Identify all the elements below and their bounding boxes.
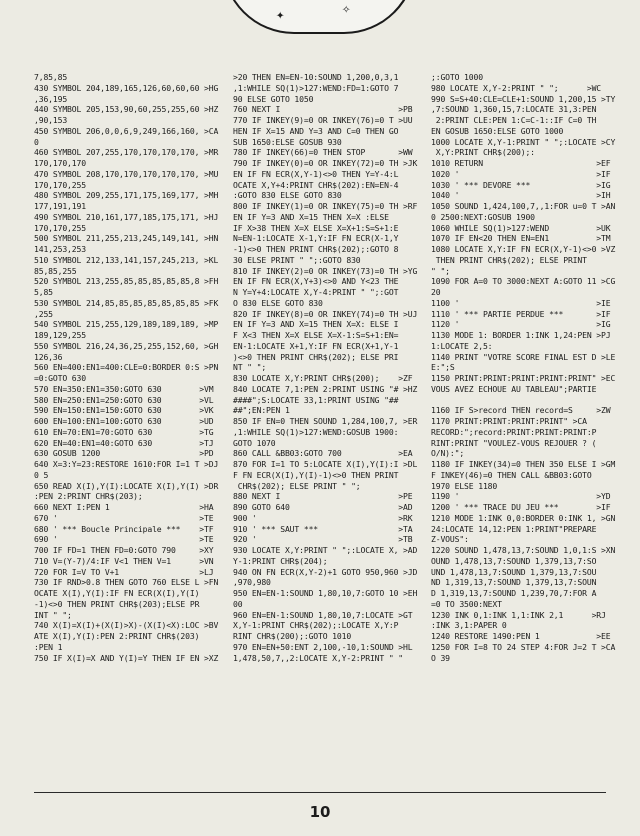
code-line: F INKEY(46)=0 THEN CALL &BB03:GOTO: [431, 469, 592, 480]
code-line: 1170 PRINT:PRINT:PRINT:PRINT" >CA: [431, 416, 587, 426]
code-line: 1050 SOUND 1,424,100,7,,1:FOR u=0 T >AN: [431, 201, 616, 211]
code-line: ,90,153: [34, 115, 68, 125]
code-line: GOTO 1070: [233, 437, 276, 448]
code-line: :INK 3,1:PAPER 0: [431, 620, 507, 631]
code-line: 189,129,255: [34, 330, 86, 340]
code-line: 20: [431, 287, 441, 297]
code-line: 1030 ' *** DEVORE *** >IG: [431, 179, 611, 190]
footer-divider: [34, 792, 606, 793]
code-line: OCATE X(I),Y(I):IF FN ECR(X(I),Y(I): [34, 588, 200, 598]
code-line: 1070 IF EN<20 THEN EN=EN1 >TM: [431, 233, 611, 244]
code-line: 640 X=3:Y=23:RESTORE 1610:FOR I=1 T >DJ: [34, 459, 219, 469]
code-line: ,7:SOUND 1,360,15,7:LOCATE 31,3:PEN: [431, 104, 597, 115]
code-line: 90 ELSE GOTO 1050: [233, 93, 314, 104]
header-illustration: [222, 0, 416, 34]
code-line: 490 SYMBOL 210,161,177,185,175,171, >HJ: [34, 211, 219, 222]
code-line: 00: [233, 598, 243, 609]
code-line: O/N):";: [431, 448, 465, 459]
code-line: EN IF FN ECR(X,Y-1)<>0 THEN Y=Y-4:L: [233, 168, 399, 179]
code-line: 610 EN=70:EN1=70:GOTO 630 >TG: [34, 426, 214, 437]
code-line: 7,85,85: [34, 72, 68, 82]
code-line: 1160 IF S>record THEN record=S >ZW: [431, 405, 611, 416]
listing-column-1: [34, 72, 218, 663]
code-line: 1140 PRINT "VOTRE SCORE FINAL EST D >LE: [431, 351, 616, 362]
code-line: X,Y:PRINT CHR$(200);:: [431, 147, 535, 158]
code-line: 910 ' *** SAUT *** >TA: [233, 523, 413, 534]
code-line: 30 ELSE PRINT " ";:GOTO 830: [233, 254, 361, 265]
code-line: 750 IF X(I)=X AND Y(I)=Y THEN IF EN >XZ: [34, 652, 219, 663]
code-line: 590 EN=150:EN1=150:GOTO 630 >VK: [34, 405, 214, 416]
code-line: 880 NEXT I >PE: [233, 491, 413, 502]
code-line: 930 LOCATE X,Y:PRINT " ";:LOCATE X, >AD: [233, 545, 418, 555]
code-line: 710 V=(Y-7)/4:IF V<1 THEN V=1 >VN: [34, 555, 214, 566]
code-line: EN IF Y=3 AND X=15 THEN X=X: ELSE I: [233, 319, 399, 330]
code-line: 850 IF EN=0 THEN SOUND 1,284,100,7, >ER: [233, 416, 418, 426]
code-line: 1150 PRINT:PRINT:PRINT:PRINT:PRINT" >EC: [431, 373, 616, 383]
code-line: IF X>38 THEN X=X ELSE X=X+1:S=S+1:E: [233, 222, 399, 233]
code-line: 540 SYMBOL 215,255,129,189,189,189, >MP: [34, 319, 219, 330]
code-line: =0 TO 3500:NEXT: [431, 598, 502, 609]
code-line: 870 FOR I=1 TO 5:LOCATE X(I),Y(I):I >DL: [233, 459, 418, 469]
code-line: 141,253,253: [34, 244, 86, 254]
code-line: 940 ON FN ECR(X,Y-2)+1 GOTO 950,960 >JD: [233, 566, 418, 577]
code-line: )<>0 THEN PRINT CHR$(202); ELSE PRI: [233, 351, 399, 362]
code-line: 1200 ' *** TRACE DU JEU *** >IF: [431, 502, 611, 512]
code-line: :PEN 2:PRINT CHR$(203);: [34, 491, 143, 502]
code-line: 177,191,191: [34, 201, 86, 211]
code-line: 730 IF RND>0.8 THEN GOTO 760 ELSE L >FN: [34, 577, 219, 588]
code-line: 630 GOSUB 1200 >PD: [34, 448, 214, 459]
code-line: 700 IF FD=1 THEN FD=0:GOTO 790 >XY: [34, 545, 214, 555]
code-line: 170,170,255: [34, 179, 86, 190]
code-line: 520 SYMBOL 213,255,85,85,85,85,85,8 >FH: [34, 276, 219, 287]
code-line: 1100 ' >IE: [431, 297, 611, 308]
code-line: 690 ' >TE: [34, 534, 214, 545]
code-line: 960 EN=EN-1:SOUND 1,80,10,7:LOCATE >GT: [233, 609, 413, 620]
code-line: 550 SYMBOL 216,24,36,25,255,152,60, >GH: [34, 340, 219, 351]
code-line: 1230 INK 0,1:INK 1,1:INK 2,1 >RJ: [431, 609, 606, 620]
code-line: ;:GOTO 1000: [431, 72, 483, 82]
code-line: 480 SYMBOL 209,255,171,175,169,177, >MH: [34, 190, 219, 201]
code-line: ,1:WHILE SQ(1)>127:WEND:FD=1:GOTO 7: [233, 82, 399, 93]
code-line: 510 SYMBOL 212,133,141,157,245,213, >KL: [34, 254, 219, 265]
code-line: RECORD:";record:PRINT:PRINT:PRINT:P: [431, 426, 597, 437]
code-line: RINT CHR$(200);:GOTO 1010: [233, 631, 352, 641]
code-line: 170,170,255: [34, 222, 86, 233]
code-line: 24:LOCATE 14,12:PEN 1:PRINT"PREPARE: [431, 523, 597, 534]
code-line: 530 SYMBOL 214,85,85,85,85,85,85,85 >FK: [34, 297, 219, 308]
code-line: 970 EN=EN+50:ENT 2,100,-10,1:SOUND >HL: [233, 641, 413, 652]
code-line: 450 SYMBOL 206,0,0,6,9,249,166,160, >CA: [34, 125, 219, 136]
page-number: 10: [309, 803, 331, 821]
code-line: 810 IF INKEY(2)=0 OR INKEY(73)=0 TH >YG: [233, 265, 418, 276]
code-line: 0 5: [34, 469, 49, 480]
code-line: 770 IF INKEY(9)=0 OR INKEY(76)=0 T >UU: [233, 115, 413, 125]
listing-column-2: [233, 72, 417, 663]
code-line: 470 SYMBOL 208,170,170,170,170,170, >MU: [34, 168, 219, 179]
code-line: O 830 ELSE GOTO 830: [233, 297, 323, 308]
code-line: 990 S=S+40:CLE=CLE+1:SOUND 1,200,15 >TY: [431, 93, 616, 104]
code-line: N Y=Y+4:LOCATE X,Y-4:PRINT " ";:GOT: [233, 287, 399, 297]
code-line: EN IF FN ECR(X,Y+3)<>0 AND Y<23 THE: [233, 276, 399, 287]
listing-column-3: [431, 72, 615, 663]
code-line: 85,85,255: [34, 265, 77, 276]
code-line: Y-1:PRINT CHR$(204);: [233, 555, 328, 566]
code-line: 126,36: [34, 351, 63, 362]
code-line: -1)<>0 THEN PRINT CHR$(202);:GOTO 8: [233, 244, 399, 254]
code-line: 1:LOCATE 2,5:: [431, 340, 493, 351]
code-line: INT " ";: [34, 609, 72, 620]
bird-icon: ✦: [276, 7, 285, 23]
code-line: 1250 FOR I=8 TO 24 STEP 4:FOR J=2 T >CA: [431, 641, 616, 652]
code-line: 0: [34, 136, 39, 147]
code-line: 580 EN=250:EN1=250:GOTO 630 >VL: [34, 394, 214, 405]
code-line: OCATE X,Y+4:PRINT CHR$(202):EN=EN-4: [233, 179, 399, 190]
code-line: 1060 WHILE SQ(1)>127:WEND >UK: [431, 222, 611, 233]
code-line: 830 LOCATE X,Y:PRINT CHR$(200); >ZF: [233, 373, 413, 383]
code-line: ####";S:LOCATE 33,1:PRINT USING "##: [233, 394, 399, 405]
code-line: EN IF Y=3 AND X=15 THEN X=X :ELSE: [233, 211, 389, 222]
code-line: 1120 ' >IG: [431, 319, 611, 330]
code-line: 1220 SOUND 1,478,13,7:SOUND 1,0,1:S >XN: [431, 545, 616, 555]
code-line: UND 1,478,13,7:SOUND 1,379,13,7:SOU: [431, 566, 597, 577]
code-line: 1080 LOCATE X,Y:IF FN ECR(X,Y-1)<>0 >VZ: [431, 244, 616, 254]
code-line: -1)<>0 THEN PRINT CHR$(203);ELSE PR: [34, 598, 200, 609]
code-line: ATE X(I),Y(I):PEN 2:PRINT CHR$(203): [34, 631, 200, 641]
code-line: 650 READ X(I),Y(I):LOCATE X(I),Y(I) >DR: [34, 480, 219, 491]
code-line: ,1:WHILE SQ(1)>127:WEND:GOSUB 1900:: [233, 426, 399, 437]
code-line: 570 EN=350:EN1=350:GOTO 630 >VM: [34, 383, 214, 394]
code-line: X,Y-1:PRINT CHR$(202);:LOCATE X,Y:P: [233, 620, 399, 631]
code-line: 950 EN=EN-1:SOUND 1,80,10,7:GOTO 10 >EH: [233, 588, 418, 598]
bird-icon: ✧: [342, 1, 351, 17]
code-line: ,36,195: [34, 93, 68, 104]
code-line: E:";S: [431, 362, 455, 373]
code-line: >20 THEN EN=EN-10:SOUND 1,200,0,3,1: [233, 72, 399, 82]
code-line: 1110 ' *** PARTIE PERDUE *** >IF: [431, 308, 611, 319]
code-line: THEN PRINT CHR$(202); ELSE PRINT: [431, 254, 587, 265]
code-line: 5,85: [34, 287, 53, 297]
code-line: 840 LOCATE 7,1:PEN 2:PRINT USING "# >HZ: [233, 383, 418, 394]
code-line: 860 CALL &BB03:GOTO 700 >EA: [233, 448, 413, 459]
code-line: 430 SYMBOL 204,189,165,126,60,60,60 >HG: [34, 82, 219, 93]
code-line: 1190 ' >YD: [431, 491, 611, 502]
code-line: 460 SYMBOL 207,255,170,170,170,170, >MR: [34, 147, 219, 158]
code-line: 170,170,170: [34, 158, 86, 168]
code-line: 600 EN=100:EN1=100:GOTO 630 >UD: [34, 416, 214, 426]
code-line: SUB 1650:ELSE GOSUB 930: [233, 136, 342, 147]
code-line: 1210 MODE 1:INK 0,0:BORDER 0:INK 1, >GN: [431, 512, 616, 523]
code-line: N=EN-1:LOCATE X-1,Y:IF FN ECR(X-1,Y: [233, 233, 399, 244]
code-line: :GOTO 830 ELSE GOTO 830: [233, 190, 342, 201]
code-line: 2:PRINT CLE:PEN 1:C=C-1::IF C=0 TH: [431, 115, 597, 125]
code-line: HEN IF X=15 AND Y=3 AND C=0 THEN GO: [233, 125, 399, 136]
code-line: F X<3 THEN X=X ELSE X=X-1:S=S+1:EN=: [233, 330, 399, 340]
code-line: 800 IF INKEY(1)=0 OR INKEY(75)=0 TH >RF: [233, 201, 418, 211]
code-line: ND 1,319,13,7:SOUND 1,379,13,7:SOUN: [431, 577, 597, 588]
code-line: 1010 RETURN >EF: [431, 158, 611, 168]
code-line: 740 X(I)=X(I)+(X(I)>X)-(X(I)<X):LOC >BV: [34, 620, 219, 631]
code-line: Z-VOUS":: [431, 534, 469, 545]
code-line: 560 EN=400:EN1=400:CLE=0:BORDER 0:S >PN: [34, 362, 219, 373]
code-line: 440 SYMBOL 205,153,90,60,255,255,60 >HZ: [34, 104, 219, 115]
code-line: D 1,319,13,7:SOUND 1,239,70,7:FOR A: [431, 588, 597, 598]
code-line: 890 GOTO 640 >AD: [233, 502, 413, 512]
code-line: EN GOSUB 1650:ELSE GOTO 1000: [431, 125, 564, 136]
code-line: 820 IF INKEY(8)=0 OR INKEY(74)=0 TH >UJ: [233, 308, 418, 319]
code-line: 1130 MODE 1: BORDER 1:INK 1,24:PEN >PJ: [431, 330, 611, 340]
code-line: ##";EN:PEN 1: [233, 405, 290, 416]
code-line: 1020 ' >IF: [431, 168, 611, 179]
code-line: [431, 395, 615, 406]
code-line: 680 ' *** Boucle Principale *** >TF: [34, 523, 214, 534]
code-line: 920 ' >TB: [233, 534, 413, 545]
code-line: ,970,980: [233, 577, 271, 588]
code-line: =0:GOTO 630: [34, 373, 86, 383]
code-line: ,255: [34, 308, 53, 319]
code-line: 1,478,50,7,,2:LOCATE X,Y-2:PRINT " ": [233, 652, 404, 663]
code-line: 670 ' >TE: [34, 512, 214, 523]
code-line: O 39: [431, 652, 450, 663]
code-line: :PEN 1: [34, 641, 63, 652]
code-line: 1970 ELSE 1180: [431, 480, 498, 491]
code-line: 1040 ' >IH: [431, 190, 611, 201]
code-line: 980 LOCATE X,Y-2:PRINT " "; >WC: [431, 82, 602, 93]
code-line: 760 NEXT I >PB: [233, 104, 413, 115]
code-line: 1000 LOCATE X,Y-1:PRINT " ";:LOCATE >CY: [431, 136, 616, 147]
code-line: 720 FOR I=V TO V+1 >LJ: [34, 566, 214, 577]
code-line: RINT:PRINT "VOULEZ-VOUS REJOUER ? (: [431, 437, 597, 448]
code-line: CHR$(202); ELSE PRINT " ";: [233, 480, 361, 491]
code-line: 780 IF INKEY(66)=0 THEN STOP >WW: [233, 147, 413, 158]
code-line: 660 NEXT I:PEN 1 >HA: [34, 502, 214, 512]
code-line: NT " ";: [233, 362, 267, 373]
code-line: 1090 FOR A=0 TO 3000:NEXT A:GOTO 11 >CG: [431, 276, 616, 287]
code-line: 620 EN=40:EN1=40:GOTO 630 >TJ: [34, 437, 214, 448]
code-line: 1180 IF INKEY(34)=0 THEN 350 ELSE I >GM: [431, 459, 616, 469]
code-line: " ";: [431, 265, 450, 276]
code-line: 790 IF INKEY(0)=0 OR INKEY(72)=0 TH >JK: [233, 158, 418, 168]
code-line: F FN ECR(X(I),Y(I)-1)<>0 THEN PRINT: [233, 469, 399, 480]
code-line: 0 2500:NEXT:GOSUB 1900: [431, 211, 535, 222]
code-line: 900 ' >RK: [233, 512, 413, 523]
code-line: OUND 1,478,13,7:SOUND 1,379,13,7:SO: [431, 555, 597, 566]
code-line: EN-1:LOCATE X+1,Y:IF FN ECR(X+1,Y-1: [233, 340, 399, 351]
code-line: VOUS AVEZ ECHOUE AU TABLEAU";PARTIE: [431, 383, 597, 394]
code-line: 500 SYMBOL 211,255,213,245,149,141, >HN: [34, 233, 219, 244]
code-line: 1240 RESTORE 1490:PEN 1 >EE: [431, 631, 611, 641]
